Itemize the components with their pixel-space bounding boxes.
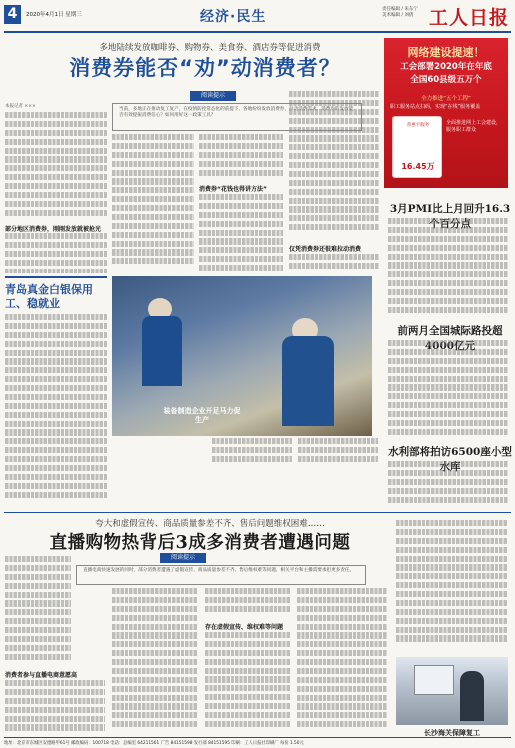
text-column [297, 588, 387, 734]
article1-summary: 当前，多地正在推动复工复产，在疫情防控常态化的前提下，各地纷纷发放消费券，拉动消费需求。消费券的发放能否有效提振消费信心？如何用好这一政策工具？ [112, 103, 362, 131]
monitor-screen [414, 665, 454, 695]
article1-subhead: 部分地区消费券，刚刚发放就被抢光 [5, 226, 102, 233]
page-footer: 地址：北京市东城区安德路甲61号 邮政编码：100718 电话：总编室 64211561 广告 84151598 发行部 84151595 印刷：工人日报社印刷厂 每份 1.50元 [4, 741, 304, 746]
ad-side-text: 全面推进网上工会建设，服务职工群众 [446, 120, 502, 133]
photo-text [212, 438, 292, 468]
reading-tip-label: 阅读提示 [160, 553, 206, 563]
ad-body: 职工服务站点扫码，实现“在线”服务覆盖 [390, 104, 481, 110]
article2-summary: 直播电商快速发展的同时，部分消费者遭遇了虚假宣传、商品质量参差不齐、售后维权难等问题，相关平台和主播需要承担更多责任。 [76, 565, 366, 585]
ad-headline: 网络建设提速！ [407, 46, 485, 59]
text-column [5, 112, 107, 222]
article1-byline: 本报记者 ××× [5, 104, 36, 109]
section-title: 经济·民生 [200, 9, 267, 25]
editor-line: 责任编辑 / 朱东宁 [382, 7, 418, 12]
section-divider [4, 512, 511, 513]
article2-title: 直播购物热背后3成多消费者遭遇问题 [49, 533, 351, 553]
right-headline: 3月PMI比上月回升16.3个百分点 [389, 203, 511, 230]
newspaper-logo: 工人日报 [428, 7, 509, 29]
side-story-rule [5, 276, 107, 278]
text-column [5, 680, 105, 734]
customs-photo [396, 657, 508, 725]
phone-title: 普惠卡服务 [406, 123, 430, 128]
worker-figure [142, 316, 182, 386]
text-column [199, 134, 283, 182]
text-column [5, 556, 71, 666]
side-story-title: 青岛真金白银保用工、稳就业 [5, 283, 93, 310]
phone-mockup [392, 116, 442, 178]
reading-tip-label: 阅读提示 [190, 91, 236, 101]
page-number: 4 [4, 5, 21, 24]
officer-figure [460, 671, 484, 721]
worker-figure [282, 336, 334, 426]
ad-subline: 全国60县级五万个 [410, 75, 482, 85]
footer-rule [4, 737, 511, 738]
text-column [289, 91, 379, 241]
article2-kicker: 夸大和虚假宣传、商品质量参差不齐、售后问题维权困难…… [95, 519, 325, 529]
text-column [199, 194, 283, 274]
right-headline: 前两月全国城际路投超4000亿元 [397, 325, 503, 352]
article2-subhead: 消费者参与直播电商意愿高 [5, 672, 78, 679]
editor-line: 美术编辑 / 刘倩 [382, 13, 414, 18]
article1-subhead: 仅凭消费券还很难拉动消费 [289, 246, 362, 253]
text-column [112, 588, 198, 734]
issue-date: 2020年4月1日 星期三 [26, 12, 82, 18]
article1-subhead: 消费券“花钱也得讲方法” [199, 186, 267, 193]
ad-subline: 工会部署2020年在年底 [400, 62, 492, 72]
text-column [112, 134, 194, 274]
article1-title: 消费券能否“劝”动消费者？ [69, 56, 341, 80]
union-ad [384, 38, 508, 188]
article2-subhead: 存在虚假宣传、维权难等问题 [205, 624, 284, 631]
header-rule [4, 31, 511, 33]
ad-tagline: 全力推进“五个工程” [421, 96, 471, 102]
photo-caption: 长沙海关保障复工 [424, 729, 480, 737]
text-column [396, 520, 508, 652]
factory-photo [112, 276, 372, 436]
text-column [289, 254, 379, 274]
page-header [4, 3, 511, 31]
photo-text [298, 438, 378, 468]
text-column [5, 233, 107, 273]
text-column [388, 218, 508, 316]
text-column [205, 632, 291, 734]
article1-kicker: 多地陆续发放咖啡券、购物券、美食券、酒店券等促进消费 [99, 43, 321, 53]
text-column [205, 588, 291, 618]
text-column [5, 314, 107, 510]
right-headline: 水利部将拍访6500座小型水库 [388, 446, 512, 473]
text-column [388, 340, 508, 438]
photo-caption: 装备制造企业开足马力促生产 [163, 407, 241, 424]
text-column [388, 461, 508, 511]
phone-value: 16.45万 [401, 162, 435, 171]
